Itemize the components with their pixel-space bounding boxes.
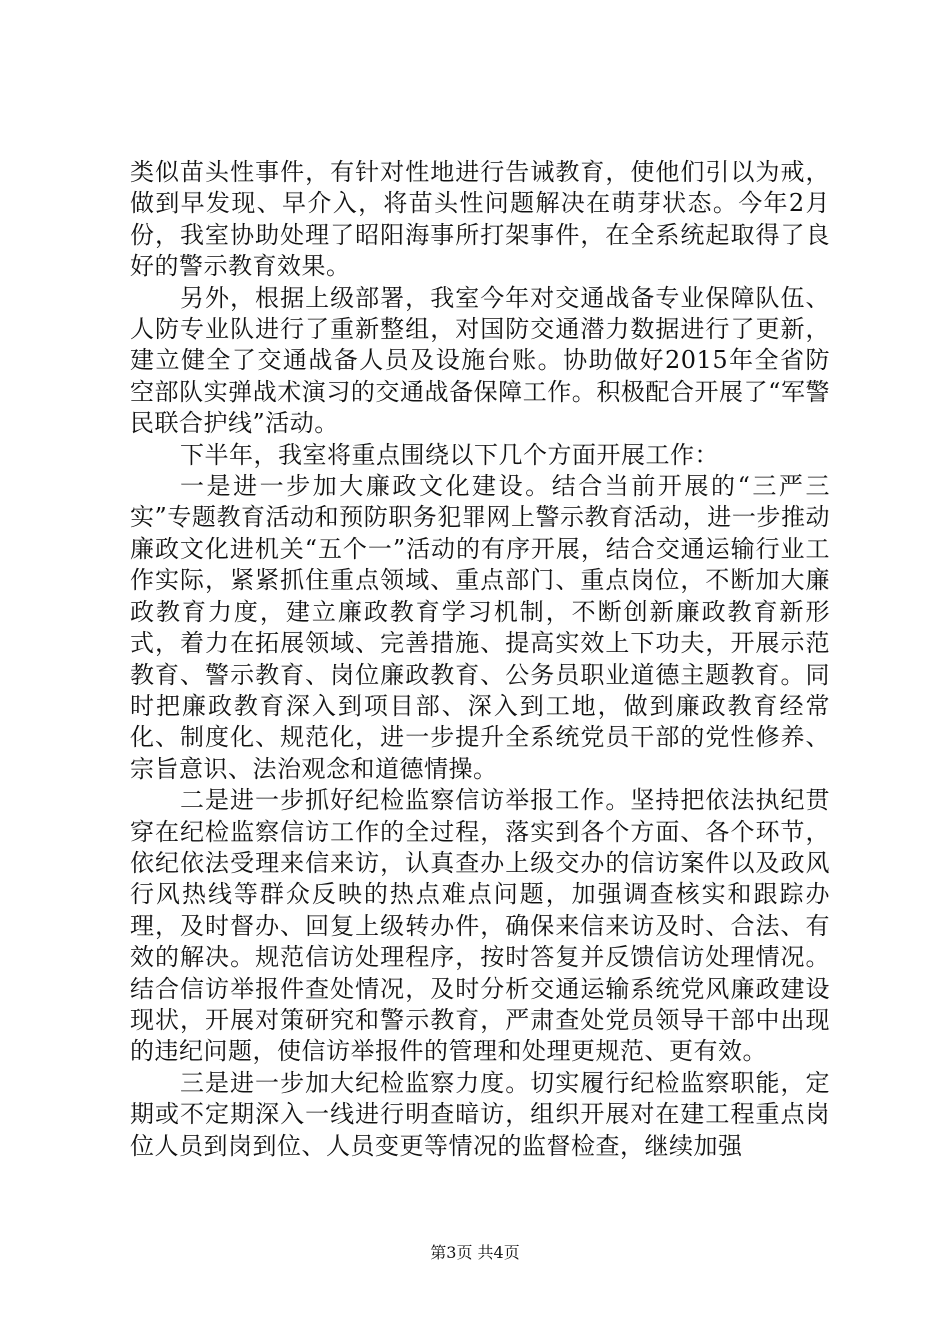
- paragraph-second-half-plan: 下半年，我室将重点围绕以下几个方面开展工作：: [180, 440, 719, 469]
- paragraph-point-three: 三是进一步加大纪检监察力度。切实履行纪检监察职能，定期或不定期深入一线进行明查暗访，组织开展对在建工程重点岗位人员到岗到位、人员变更等情况的监督检查，继续加强: [130, 1068, 830, 1160]
- paragraph-traffic-readiness: 另外，根据上级部署，我室今年对交通战备专业保障队伍、人防专业队进行了重新整组，对国防交通潜力数据进行了更新，建立健全了交通战备人员及设施台账。协助做好2015年全省防空部队实弹战术演习的交通战备保障工作。积极配合开展了“军警民联合护线”活动。: [130, 283, 830, 438]
- page-number-footer: 第3页 共4页: [430, 1243, 520, 1262]
- paragraph-point-one: 一是进一步加大廉政文化建设。结合当前开展的“三严三实”专题教育活动和预防职务犯罪网上警示教育活动，进一步推动廉政文化进机关“五个一”活动的有序开展，结合交通运输行业工作实际，紧紧抓住重点领域、重点部门、重点岗位，不断加大廉政教育力度，建立廉政教育学习机制，不断创新廉政教育新形式，着力在拓展领域、完善措施、提高实效上下功夫，开展示范教育、警示教育、岗位廉政教育、公务员职业道德主题教育。同时把廉政教育深入到项目部、深入到工地，做到廉政教育经常化、制度化、规范化，进一步提升全系统党员干部的党性修养、宗旨意识、法治观念和道德情操。: [130, 472, 830, 783]
- paragraph-point-two: 二是进一步抓好纪检监察信访举报工作。坚持把依法执纪贯穿在纪检监察信访工作的全过程，落实到各个方面、各个环节，依纪依法受理来信来访，认真查办上级交办的信访案件以及政风行风热线等群众反映的热点难点问题，加强调查核实和跟踪办理，及时督办、回复上级转办件，确保来信来访及时、合法、有效的解决。规范信访处理程序，按时答复并反馈信访处理情况。结合信访举报件查处情况，及时分析交通运输系统党风廉政建设现状，开展对策研究和警示教育，严肃查处党员领导干部中出现的违纪问题，使信访举报件的管理和处理更规范、更有效。: [130, 786, 830, 1066]
- document-body: [130, 157, 830, 1162]
- paragraph-continuation: 类似苗头性事件，有针对性地进行告诫教育，使他们引以为戒，做到早发现、早介入，将苗头性问题解决在萌芽状态。今年2月份，我室协助处理了昭阳海事所打架事件，在全系统起取得了良好的警示教育效果。: [130, 158, 830, 281]
